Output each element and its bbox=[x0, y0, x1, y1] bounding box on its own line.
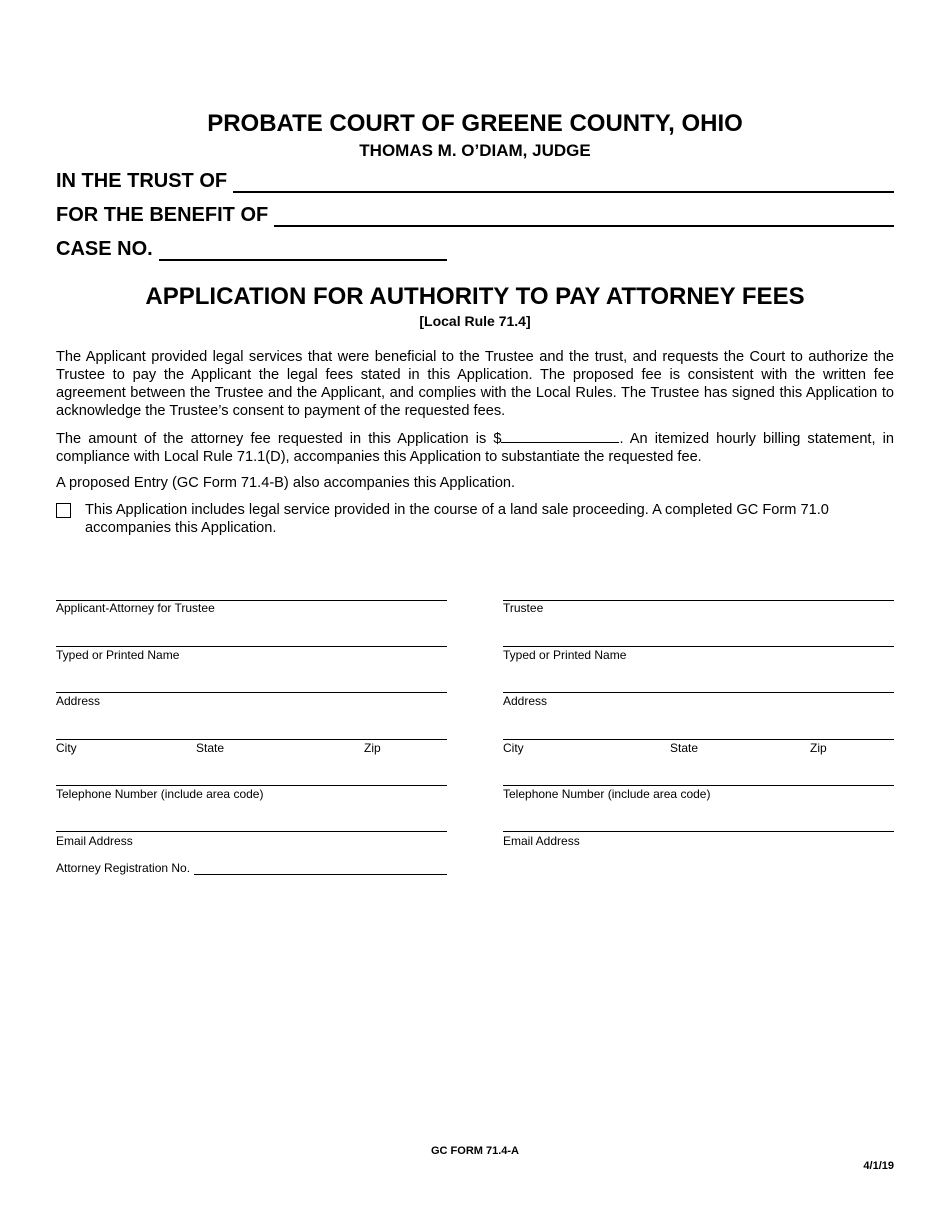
court-title: PROBATE COURT OF GREENE COUNTY, OHIO bbox=[207, 110, 743, 137]
local-rule: [Local Rule 71.4] bbox=[419, 313, 531, 329]
trustee-address-line[interactable] bbox=[503, 692, 894, 693]
trustee-email-label: Email Address bbox=[503, 834, 580, 848]
trustee-state-label: State bbox=[670, 741, 699, 755]
applicant-state-label: State bbox=[196, 741, 225, 755]
fee-paragraph bbox=[56, 429, 894, 466]
trustee-zip-label: Zip bbox=[810, 741, 827, 755]
applicant-zip-label: Zip bbox=[364, 741, 381, 755]
applicant-address-line[interactable] bbox=[56, 692, 447, 693]
fee-text-after: . An itemized hourly billing statement, in compliance with Local Rule 71.1(D), accompanies this Application to substantiate the requested fee. bbox=[56, 431, 894, 465]
registration-label: Attorney Registration No. bbox=[56, 861, 191, 875]
registration-field[interactable] bbox=[194, 862, 447, 875]
trustee-phone-label: Telephone Number (include area code) bbox=[503, 787, 711, 801]
land-sale-text: This Application includes legal service provided in the course of a land sale proceeding. A completed GC Form 71.0 accompanies this Application. bbox=[85, 502, 829, 536]
fee-text-before: The amount of the attorney fee requested in this Application is $ bbox=[56, 431, 502, 447]
registration-row bbox=[56, 861, 447, 875]
benefit-of-row bbox=[56, 204, 894, 227]
case-no-row bbox=[56, 238, 447, 261]
benefit-of-label: FOR THE BENEFIT OF bbox=[56, 204, 269, 226]
land-sale-option bbox=[56, 501, 894, 537]
trustee-email-line[interactable] bbox=[503, 831, 894, 832]
applicant-phone-line[interactable] bbox=[56, 785, 447, 786]
benefit-of-field[interactable] bbox=[274, 207, 894, 227]
trustee-address-label: Address bbox=[503, 694, 548, 708]
applicant-address-label: Address bbox=[56, 694, 101, 708]
judge-name: THOMAS M. O’DIAM, JUDGE bbox=[359, 141, 591, 160]
trustee-phone-line[interactable] bbox=[503, 785, 894, 786]
applicant-name-line[interactable] bbox=[56, 646, 447, 647]
application-title: APPLICATION FOR AUTHORITY TO PAY ATTORNEY FEES bbox=[145, 283, 805, 310]
revision-date: 4/1/19 bbox=[863, 1160, 894, 1172]
trustee-city-line[interactable] bbox=[503, 739, 894, 740]
fee-amount-field[interactable] bbox=[501, 429, 619, 443]
trustee-signature-label: Trustee bbox=[503, 601, 544, 615]
intro-paragraph: The Applicant provided legal services that were beneficial to the Trustee and the trust, and requests the Court to authorize the Trustee to pay the Applicant the legal fees stated in this Application. The proposed fee is consistent with the written fee agreement between the Trustee and the Applicant, and complies with the Local Rules. The Trustee has signed this Application to acknowledge the Trustee’s consent to payment of the requested fees. bbox=[56, 349, 894, 419]
trust-of-label: IN THE TRUST OF bbox=[56, 170, 228, 192]
applicant-name-label: Typed or Printed Name bbox=[56, 648, 180, 662]
trust-of-field[interactable] bbox=[233, 173, 894, 193]
case-no-label: CASE NO. bbox=[56, 238, 153, 260]
applicant-email-label: Email Address bbox=[56, 834, 133, 848]
applicant-email-line[interactable] bbox=[56, 831, 447, 832]
applicant-signature-label: Applicant-Attorney for Trustee bbox=[56, 601, 215, 615]
form-number: GC FORM 71.4-A bbox=[430, 1145, 519, 1157]
applicant-city-label: City bbox=[56, 741, 77, 755]
trustee-city-label: City bbox=[503, 741, 524, 755]
applicant-city-line[interactable] bbox=[56, 739, 447, 740]
trust-of-row bbox=[56, 170, 894, 193]
entry-paragraph: A proposed Entry (GC Form 71.4-B) also accompanies this Application. bbox=[56, 475, 516, 491]
case-no-field[interactable] bbox=[159, 241, 447, 261]
applicant-phone-label: Telephone Number (include area code) bbox=[56, 787, 264, 801]
trustee-name-line[interactable] bbox=[503, 646, 894, 647]
land-sale-checkbox[interactable] bbox=[56, 503, 71, 518]
trustee-name-label: Typed or Printed Name bbox=[503, 648, 627, 662]
